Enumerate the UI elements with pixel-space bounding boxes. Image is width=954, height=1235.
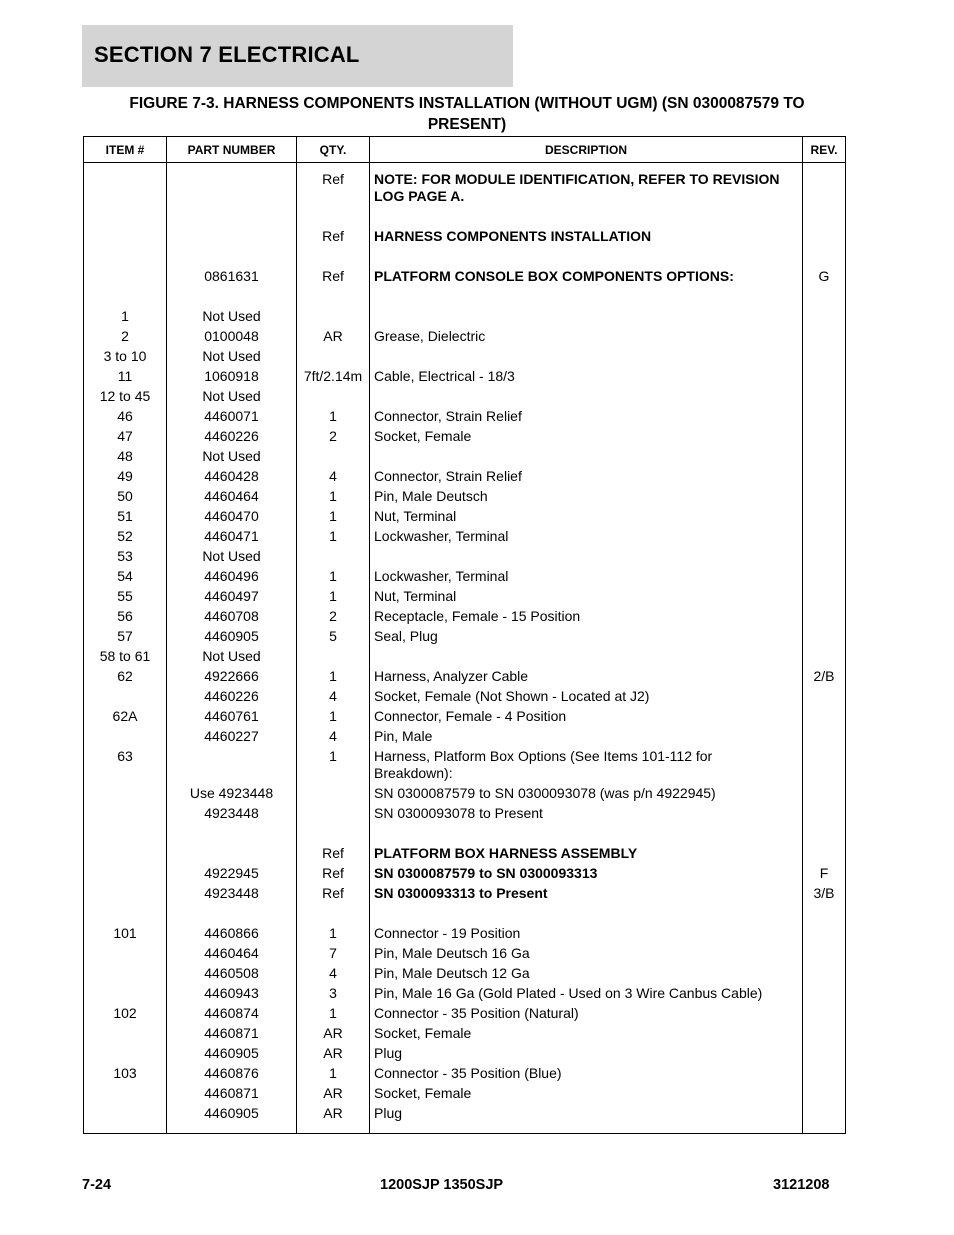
footer-page-number: 7-24 [82,1177,112,1193]
description-cell: Pin, Male Deutsch 12 Ga [370,963,803,983]
footer-model: 1200SJP 1350SJP [380,1177,504,1193]
description-cell: Socket, Female [370,1023,803,1043]
qty-cell: 2 [297,606,370,626]
item-cell [84,266,167,286]
table-row [84,506,846,526]
col-header-item: ITEM # [84,137,167,163]
item-cell: 1 [84,306,167,326]
table-header-row [84,137,846,163]
table-spacer-row [84,903,846,923]
rev-cell [803,1063,846,1083]
rev-cell [803,963,846,983]
qty-cell [297,446,370,466]
rev-cell [803,803,846,823]
part-number-cell: 4923448 [167,803,297,823]
rev-cell [803,306,846,326]
part-number-cell: Not Used [167,306,297,326]
item-cell: 103 [84,1063,167,1083]
part-number-cell: 4923448 [167,883,297,903]
part-number-cell: 4460761 [167,706,297,726]
item-cell: 53 [84,546,167,566]
table-row [84,169,846,206]
item-cell: 102 [84,1003,167,1023]
qty-cell: 2 [297,426,370,446]
description-cell: PLATFORM BOX HARNESS ASSEMBLY [370,843,803,863]
item-cell [84,686,167,706]
rev-cell: F [803,863,846,883]
table-row [84,226,846,246]
part-number-cell: 4460226 [167,426,297,446]
table-row [84,326,846,346]
figure-title-line2: PRESENT) [427,116,507,133]
rev-cell [803,706,846,726]
table-row [84,706,846,726]
rev-cell [803,983,846,1003]
table-row [84,1083,846,1103]
item-cell: 55 [84,586,167,606]
item-cell [84,943,167,963]
qty-cell: 1 [297,586,370,606]
rev-cell: 2/B [803,666,846,686]
table-row [84,446,846,466]
rev-cell [803,586,846,606]
qty-cell: 1 [297,526,370,546]
part-number-cell [167,226,297,246]
description-cell: SN 0300087579 to SN 0300093313 [370,863,803,883]
qty-cell: 1 [297,1063,370,1083]
item-cell [84,863,167,883]
item-cell: 46 [84,406,167,426]
part-number-cell: 4460471 [167,526,297,546]
description-cell: Lockwasher, Terminal [370,526,803,546]
part-number-cell: 0100048 [167,326,297,346]
item-cell: 57 [84,626,167,646]
description-cell [370,646,803,666]
table-row [84,626,846,646]
description-cell: Pin, Male [370,726,803,746]
rev-cell [803,943,846,963]
qty-cell: Ref [297,226,370,246]
item-cell: 58 to 61 [84,646,167,666]
part-number-cell: 4460428 [167,466,297,486]
table-row [84,843,846,863]
part-number-cell: 4460508 [167,963,297,983]
qty-cell [297,783,370,803]
table-row [84,606,846,626]
rev-cell [803,326,846,346]
rev-cell [803,1023,846,1043]
qty-cell [297,803,370,823]
part-number-cell: 4460871 [167,1083,297,1103]
item-cell: 47 [84,426,167,446]
item-cell: 49 [84,466,167,486]
rev-cell [803,546,846,566]
qty-cell: AR [297,326,370,346]
description-cell: Pin, Male Deutsch 16 Ga [370,943,803,963]
description-cell: PLATFORM CONSOLE BOX COMPONENTS OPTIONS: [370,266,803,286]
qty-cell [297,386,370,406]
part-number-cell: 4460227 [167,726,297,746]
item-cell: 62A [84,706,167,726]
part-number-cell [167,746,297,783]
description-cell [370,446,803,466]
table-row [84,666,846,686]
table-row [84,386,846,406]
table-row [84,883,846,903]
rev-cell [803,386,846,406]
description-cell: Harness, Platform Box Options (See Items 101-112 for Breakdown): [370,746,803,783]
qty-cell: 1 [297,746,370,783]
qty-cell: 1 [297,406,370,426]
rev-cell [803,1103,846,1123]
description-cell: Socket, Female (Not Shown - Located at J2) [370,686,803,706]
table-row [84,646,846,666]
part-number-cell: 4460464 [167,943,297,963]
section-header [82,25,513,87]
description-cell: Pin, Male 16 Ga (Gold Plated - Used on 3 Wire Canbus Cable) [370,983,803,1003]
table-body [84,163,846,1134]
qty-cell: 3 [297,983,370,1003]
description-cell: Receptacle, Female - 15 Position [370,606,803,626]
section-title: SECTION 7 ELECTRICAL [94,42,360,67]
table-row [84,686,846,706]
part-number-cell: 4460871 [167,1023,297,1043]
part-number-cell: Not Used [167,346,297,366]
rev-cell [803,446,846,466]
description-cell: Connector, Female - 4 Position [370,706,803,726]
qty-cell: 1 [297,1003,370,1023]
description-cell: Socket, Female [370,1083,803,1103]
qty-cell: 5 [297,626,370,646]
item-cell [84,226,167,246]
part-number-cell: 4460496 [167,566,297,586]
parts-table [83,136,846,1134]
qty-cell [297,306,370,326]
description-cell [370,346,803,366]
item-cell [84,843,167,863]
item-cell [84,803,167,823]
table-row [84,1063,846,1083]
col-header-qty: QTY. [297,137,370,163]
description-cell: NOTE: FOR MODULE IDENTIFICATION, REFER TO REVISION LOG PAGE A. [370,169,803,206]
qty-cell: 7ft/2.14m [297,366,370,386]
item-cell [84,983,167,1003]
table-row [84,746,846,783]
figure-title-line1: FIGURE 7-3. HARNESS COMPONENTS INSTALLATION (WITHOUT UGM) (SN 0300087579 TO [129,95,805,112]
rev-cell [803,646,846,666]
qty-cell: 4 [297,686,370,706]
part-number-cell: 4460943 [167,983,297,1003]
rev-cell [803,506,846,526]
item-cell: 56 [84,606,167,626]
item-cell [84,169,167,206]
item-cell: 54 [84,566,167,586]
item-cell [84,1023,167,1043]
rev-cell [803,486,846,506]
description-cell: Nut, Terminal [370,586,803,606]
rev-cell: 3/B [803,883,846,903]
table-row [84,1103,846,1123]
qty-cell: Ref [297,863,370,883]
part-number-cell: 4460876 [167,1063,297,1083]
table-row [84,1043,846,1063]
part-number-cell: 0861631 [167,266,297,286]
table-spacer-row [84,206,846,226]
table-row [84,366,846,386]
qty-cell: 1 [297,923,370,943]
table-row [84,1003,846,1023]
qty-cell: Ref [297,883,370,903]
table-row [84,406,846,426]
qty-cell [297,346,370,366]
item-cell: 101 [84,923,167,943]
qty-cell: Ref [297,266,370,286]
description-cell: Connector, Strain Relief [370,406,803,426]
table-bottom-padding [84,1123,846,1134]
description-cell: HARNESS COMPONENTS INSTALLATION [370,226,803,246]
item-cell [84,726,167,746]
table-row [84,943,846,963]
part-number-cell: 4460071 [167,406,297,426]
table-row [84,923,846,943]
description-cell: Connector, Strain Relief [370,466,803,486]
part-number-cell: 4922666 [167,666,297,686]
footer-doc-number: 3121208 [773,1177,830,1193]
part-number-cell: 4460905 [167,626,297,646]
rev-cell [803,466,846,486]
part-number-cell: Not Used [167,646,297,666]
rev-cell [803,366,846,386]
qty-cell: 1 [297,706,370,726]
rev-cell [803,566,846,586]
item-cell: 48 [84,446,167,466]
table-spacer-row [84,286,846,306]
col-header-part-number: PART NUMBER [167,137,297,163]
figure-title [82,93,852,135]
qty-cell: 4 [297,726,370,746]
rev-cell [803,843,846,863]
rev-cell [803,726,846,746]
table-row [84,266,846,286]
qty-cell: AR [297,1083,370,1103]
col-header-rev: REV. [803,137,846,163]
description-cell: Connector - 35 Position (Blue) [370,1063,803,1083]
item-cell: 3 to 10 [84,346,167,366]
rev-cell [803,923,846,943]
rev-cell: G [803,266,846,286]
item-cell [84,883,167,903]
description-cell: Harness, Analyzer Cable [370,666,803,686]
rev-cell [803,606,846,626]
table-row [84,1023,846,1043]
description-cell: Grease, Dielectric [370,326,803,346]
table-row [84,346,846,366]
rev-cell [803,626,846,646]
table-row [84,726,846,746]
table-row [84,546,846,566]
part-number-cell: 4460905 [167,1043,297,1063]
description-cell: Lockwasher, Terminal [370,566,803,586]
qty-cell: 1 [297,566,370,586]
part-number-cell [167,169,297,206]
qty-cell: 4 [297,466,370,486]
table-row [84,486,846,506]
table-row [84,466,846,486]
part-number-cell: 4460874 [167,1003,297,1023]
qty-cell: Ref [297,843,370,863]
item-cell: 62 [84,666,167,686]
qty-cell: 4 [297,963,370,983]
item-cell: 2 [84,326,167,346]
part-number-cell: Use 4923448 [167,783,297,803]
qty-cell: AR [297,1043,370,1063]
part-number-cell: 4460497 [167,586,297,606]
part-number-cell: 4460226 [167,686,297,706]
description-cell: Plug [370,1103,803,1123]
table-row [84,306,846,326]
description-cell: SN 0300093078 to Present [370,803,803,823]
description-cell: Socket, Female [370,426,803,446]
item-cell: 52 [84,526,167,546]
rev-cell [803,746,846,783]
description-cell [370,546,803,566]
table-row [84,863,846,883]
description-cell: Connector - 35 Position (Natural) [370,1003,803,1023]
part-number-cell: 4922945 [167,863,297,883]
qty-cell: Ref [297,169,370,206]
qty-cell: AR [297,1023,370,1043]
rev-cell [803,426,846,446]
rev-cell [803,1003,846,1023]
part-number-cell: 4460470 [167,506,297,526]
description-cell: Plug [370,1043,803,1063]
table-spacer-row [84,823,846,843]
description-cell: Cable, Electrical - 18/3 [370,366,803,386]
table-spacer-row [84,246,846,266]
qty-cell [297,646,370,666]
item-cell [84,1103,167,1123]
table-row [84,566,846,586]
item-cell [84,783,167,803]
item-cell: 51 [84,506,167,526]
rev-cell [803,783,846,803]
qty-cell: 1 [297,486,370,506]
qty-cell: 1 [297,506,370,526]
qty-cell: AR [297,1103,370,1123]
part-number-cell: 4460866 [167,923,297,943]
part-number-cell: 4460708 [167,606,297,626]
rev-cell [803,169,846,206]
item-cell: 11 [84,366,167,386]
table-row [84,426,846,446]
rev-cell [803,526,846,546]
rev-cell [803,1083,846,1103]
description-cell: Nut, Terminal [370,506,803,526]
part-number-cell [167,843,297,863]
part-number-cell: Not Used [167,546,297,566]
part-number-cell: 4460464 [167,486,297,506]
table-row [84,963,846,983]
rev-cell [803,406,846,426]
item-cell [84,963,167,983]
item-cell: 63 [84,746,167,783]
description-cell: Connector - 19 Position [370,923,803,943]
item-cell: 12 to 45 [84,386,167,406]
part-number-cell: Not Used [167,386,297,406]
qty-cell: 7 [297,943,370,963]
description-cell: Seal, Plug [370,626,803,646]
description-cell: SN 0300093313 to Present [370,883,803,903]
table-row [84,586,846,606]
description-cell [370,386,803,406]
rev-cell [803,226,846,246]
part-number-cell: Not Used [167,446,297,466]
rev-cell [803,1043,846,1063]
table-row [84,803,846,823]
qty-cell [297,546,370,566]
table-row [84,783,846,803]
description-cell: SN 0300087579 to SN 0300093078 (was p/n 4922945) [370,783,803,803]
col-header-description: DESCRIPTION [370,137,803,163]
rev-cell [803,346,846,366]
part-number-cell: 1060918 [167,366,297,386]
rev-cell [803,686,846,706]
description-cell: Pin, Male Deutsch [370,486,803,506]
table-row [84,526,846,546]
item-cell [84,1043,167,1063]
qty-cell: 1 [297,666,370,686]
part-number-cell: 4460905 [167,1103,297,1123]
table-row [84,983,846,1003]
item-cell: 50 [84,486,167,506]
description-cell [370,306,803,326]
item-cell [84,1083,167,1103]
